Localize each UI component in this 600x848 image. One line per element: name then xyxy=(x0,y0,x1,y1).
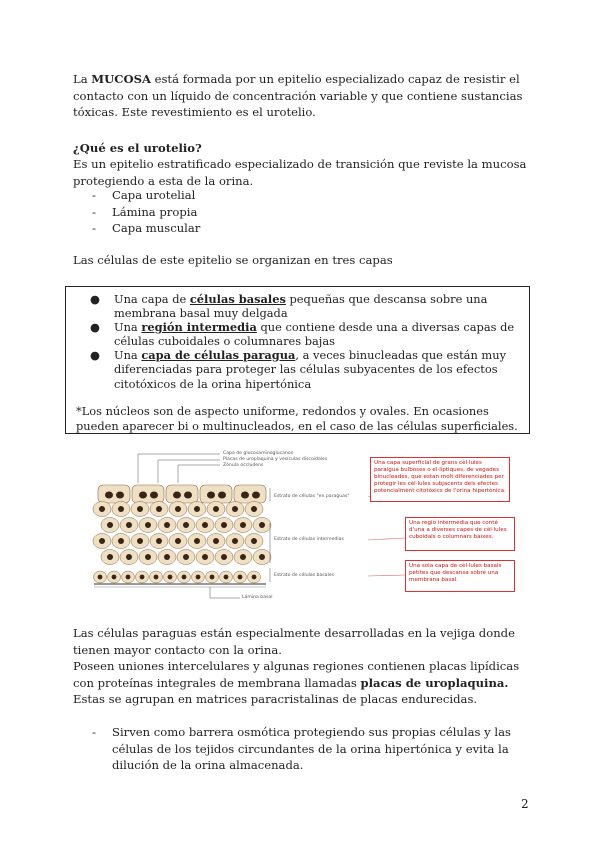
cell-shape xyxy=(166,485,198,503)
box-bullet: ● Una región intermedia que contiene desde una a diversas capas de células cuboidales o columnares bajas xyxy=(90,320,515,349)
note-intermedia: Una regió intermèdia que conté d'una a diverses capes de cèl·lules cuboidals o columnars baixes. xyxy=(405,517,515,551)
cell-shape xyxy=(240,522,246,528)
cell-shape xyxy=(182,575,187,580)
cell-shape xyxy=(183,554,189,560)
box-bullet: ● Una capa de células basales pequeñas que descansa sobre una membrana basal muy delgada xyxy=(90,292,488,321)
cell-shape xyxy=(252,575,257,580)
question-answer: Es un epitelio estratificado especializado de transición que reviste la mucosa protegiendo a esta de la orina. xyxy=(73,157,527,188)
page-number: 2 xyxy=(521,797,529,811)
term-paragua: capa de células paragua xyxy=(141,348,296,362)
cell-shape xyxy=(259,554,265,560)
cell-shape xyxy=(232,506,238,512)
cell-shape xyxy=(184,492,192,499)
cell-shape xyxy=(145,554,151,560)
term-basales: células basales xyxy=(189,292,286,306)
cell-shape xyxy=(154,575,159,580)
cell-shape xyxy=(252,492,260,499)
cell-shape xyxy=(116,492,124,499)
cell-shape xyxy=(173,492,181,499)
label-zonula: Zónula occludens xyxy=(223,463,264,468)
cell-shape xyxy=(99,538,105,544)
label-lamina-basal: Lámina basal xyxy=(242,595,273,600)
cell-shape xyxy=(213,538,219,544)
cell-shape xyxy=(107,554,113,560)
cell-shape xyxy=(145,522,151,528)
layer-item: - Lámina propia xyxy=(92,205,198,219)
uroplaquina-term: placas de uroplaquina. xyxy=(360,675,509,690)
cell-shape xyxy=(240,554,246,560)
cell-shape xyxy=(221,522,227,528)
cell-shape xyxy=(126,575,131,580)
cell-shape xyxy=(139,492,147,499)
note-paraigua: Una capa superficial de grans cèl·lules paraigua bulboses o el·líptiques, de vegades binucleades, que estan molt diferenciades per protegir les cèl·lules subjacents dels efectes potencialment citotòxics de l'orina hipertònica. xyxy=(370,457,510,502)
cell-shape xyxy=(251,506,257,512)
cell-shape xyxy=(200,485,232,503)
cell-shape xyxy=(156,506,162,512)
cell-shape xyxy=(112,575,117,580)
cell-shape xyxy=(238,575,243,580)
paraguas-paragraph: Las células paraguas están especialmente desarrolladas en la vejiga donde tienen mayor contacto con la orina. xyxy=(73,626,515,657)
cell-shape xyxy=(126,522,132,528)
cell-shape xyxy=(175,506,181,512)
term-intermedia: región intermedia xyxy=(141,320,257,334)
cell-shape xyxy=(224,575,229,580)
cell-shape xyxy=(98,485,130,503)
cell-shape xyxy=(168,575,173,580)
cell-shape xyxy=(241,492,249,499)
label-glucosaminoglucanos: Capa de glucosaminoglucanos xyxy=(223,451,294,456)
layers-box xyxy=(65,286,530,434)
cell-shape xyxy=(194,506,200,512)
cell-shape xyxy=(156,538,162,544)
label-paraguas: Estrato de células "en paraguas" xyxy=(274,494,350,499)
cell-shape xyxy=(202,522,208,528)
cell-shape xyxy=(259,522,265,528)
cell-shape xyxy=(99,506,105,512)
cell-shape xyxy=(194,538,200,544)
label-intermedias: Estrato de células intermedias xyxy=(274,537,344,542)
box-note: *Los núcleos son de aspecto uniforme, redondos y ovales. En ocasiones pueden aparecer bi o multinucleados, en el caso de las células superficiales. xyxy=(76,404,518,433)
cell-shape xyxy=(196,575,201,580)
cell-shape xyxy=(118,506,124,512)
cell-shape xyxy=(183,522,189,528)
cell-shape xyxy=(137,506,143,512)
cell-shape xyxy=(98,575,103,580)
cell-shape xyxy=(126,554,132,560)
cell-shape xyxy=(118,538,124,544)
cell-shape xyxy=(202,554,208,560)
cell-shape xyxy=(107,522,113,528)
layer-item: - Capa urotelial xyxy=(92,188,196,202)
label-basales: Estrato de células basales xyxy=(274,573,334,578)
urothelium-figure xyxy=(90,443,522,615)
layer-item: - Capa muscular xyxy=(92,221,201,235)
cell-shape xyxy=(207,492,215,499)
cell-shape xyxy=(234,485,266,503)
cell-shape xyxy=(221,554,227,560)
cell-shape xyxy=(251,538,257,544)
cell-shape xyxy=(140,575,145,580)
box-bullet: ● Una capa de células paragua, a veces binucleadas que están muy diferenciadas para proteger las células subyacentes de los efectos citotóxicos de la orina hipertónica xyxy=(90,348,507,391)
question-heading: ¿Qué es el urotelio? xyxy=(73,141,202,155)
cell-shape xyxy=(175,538,181,544)
cell-shape xyxy=(213,506,219,512)
cell-shape xyxy=(164,554,170,560)
organize-paragraph: Las células de este epitelio se organizan en tres capas xyxy=(73,253,393,267)
cell-shape xyxy=(105,492,113,499)
cell-shape xyxy=(132,485,164,503)
barrier-item: - Sirven como barrera osmótica protegiendo sus propias células y las células de los tejidos circundantes de la orina hipertónica y evita la dilución de la orina almacenada. xyxy=(92,725,511,773)
cell-shape xyxy=(218,492,226,499)
mucosa-term: MUCOSA xyxy=(91,72,151,86)
cell-shape xyxy=(164,522,170,528)
cell-shape xyxy=(150,492,158,499)
cell-shape xyxy=(137,538,143,544)
cell-shape xyxy=(210,575,215,580)
cell-shape xyxy=(232,538,238,544)
note-basals: Una sola capa de cèl·lules basals petites que descansa sobre una membrana basal. xyxy=(405,560,515,592)
label-uroplaquina: Placas de uroplaquina y vesículas discoidales xyxy=(223,457,328,462)
uniones-paragraph: Poseen uniones intercelulares y algunas regiones contienen placas lipídicas con proteínas integrales de membrana llamadas placas de uroplaquina. Estas se agrupan en matrices paracristalinas de placas endurecidas. xyxy=(73,659,520,707)
intro-paragraph: La MUCOSA está formada por un epitelio especializado capaz de resistir el contacto con un líquido de concentración variable y que contiene sustancias tóxicas. Este revestimiento es el urotelio. xyxy=(73,72,523,120)
